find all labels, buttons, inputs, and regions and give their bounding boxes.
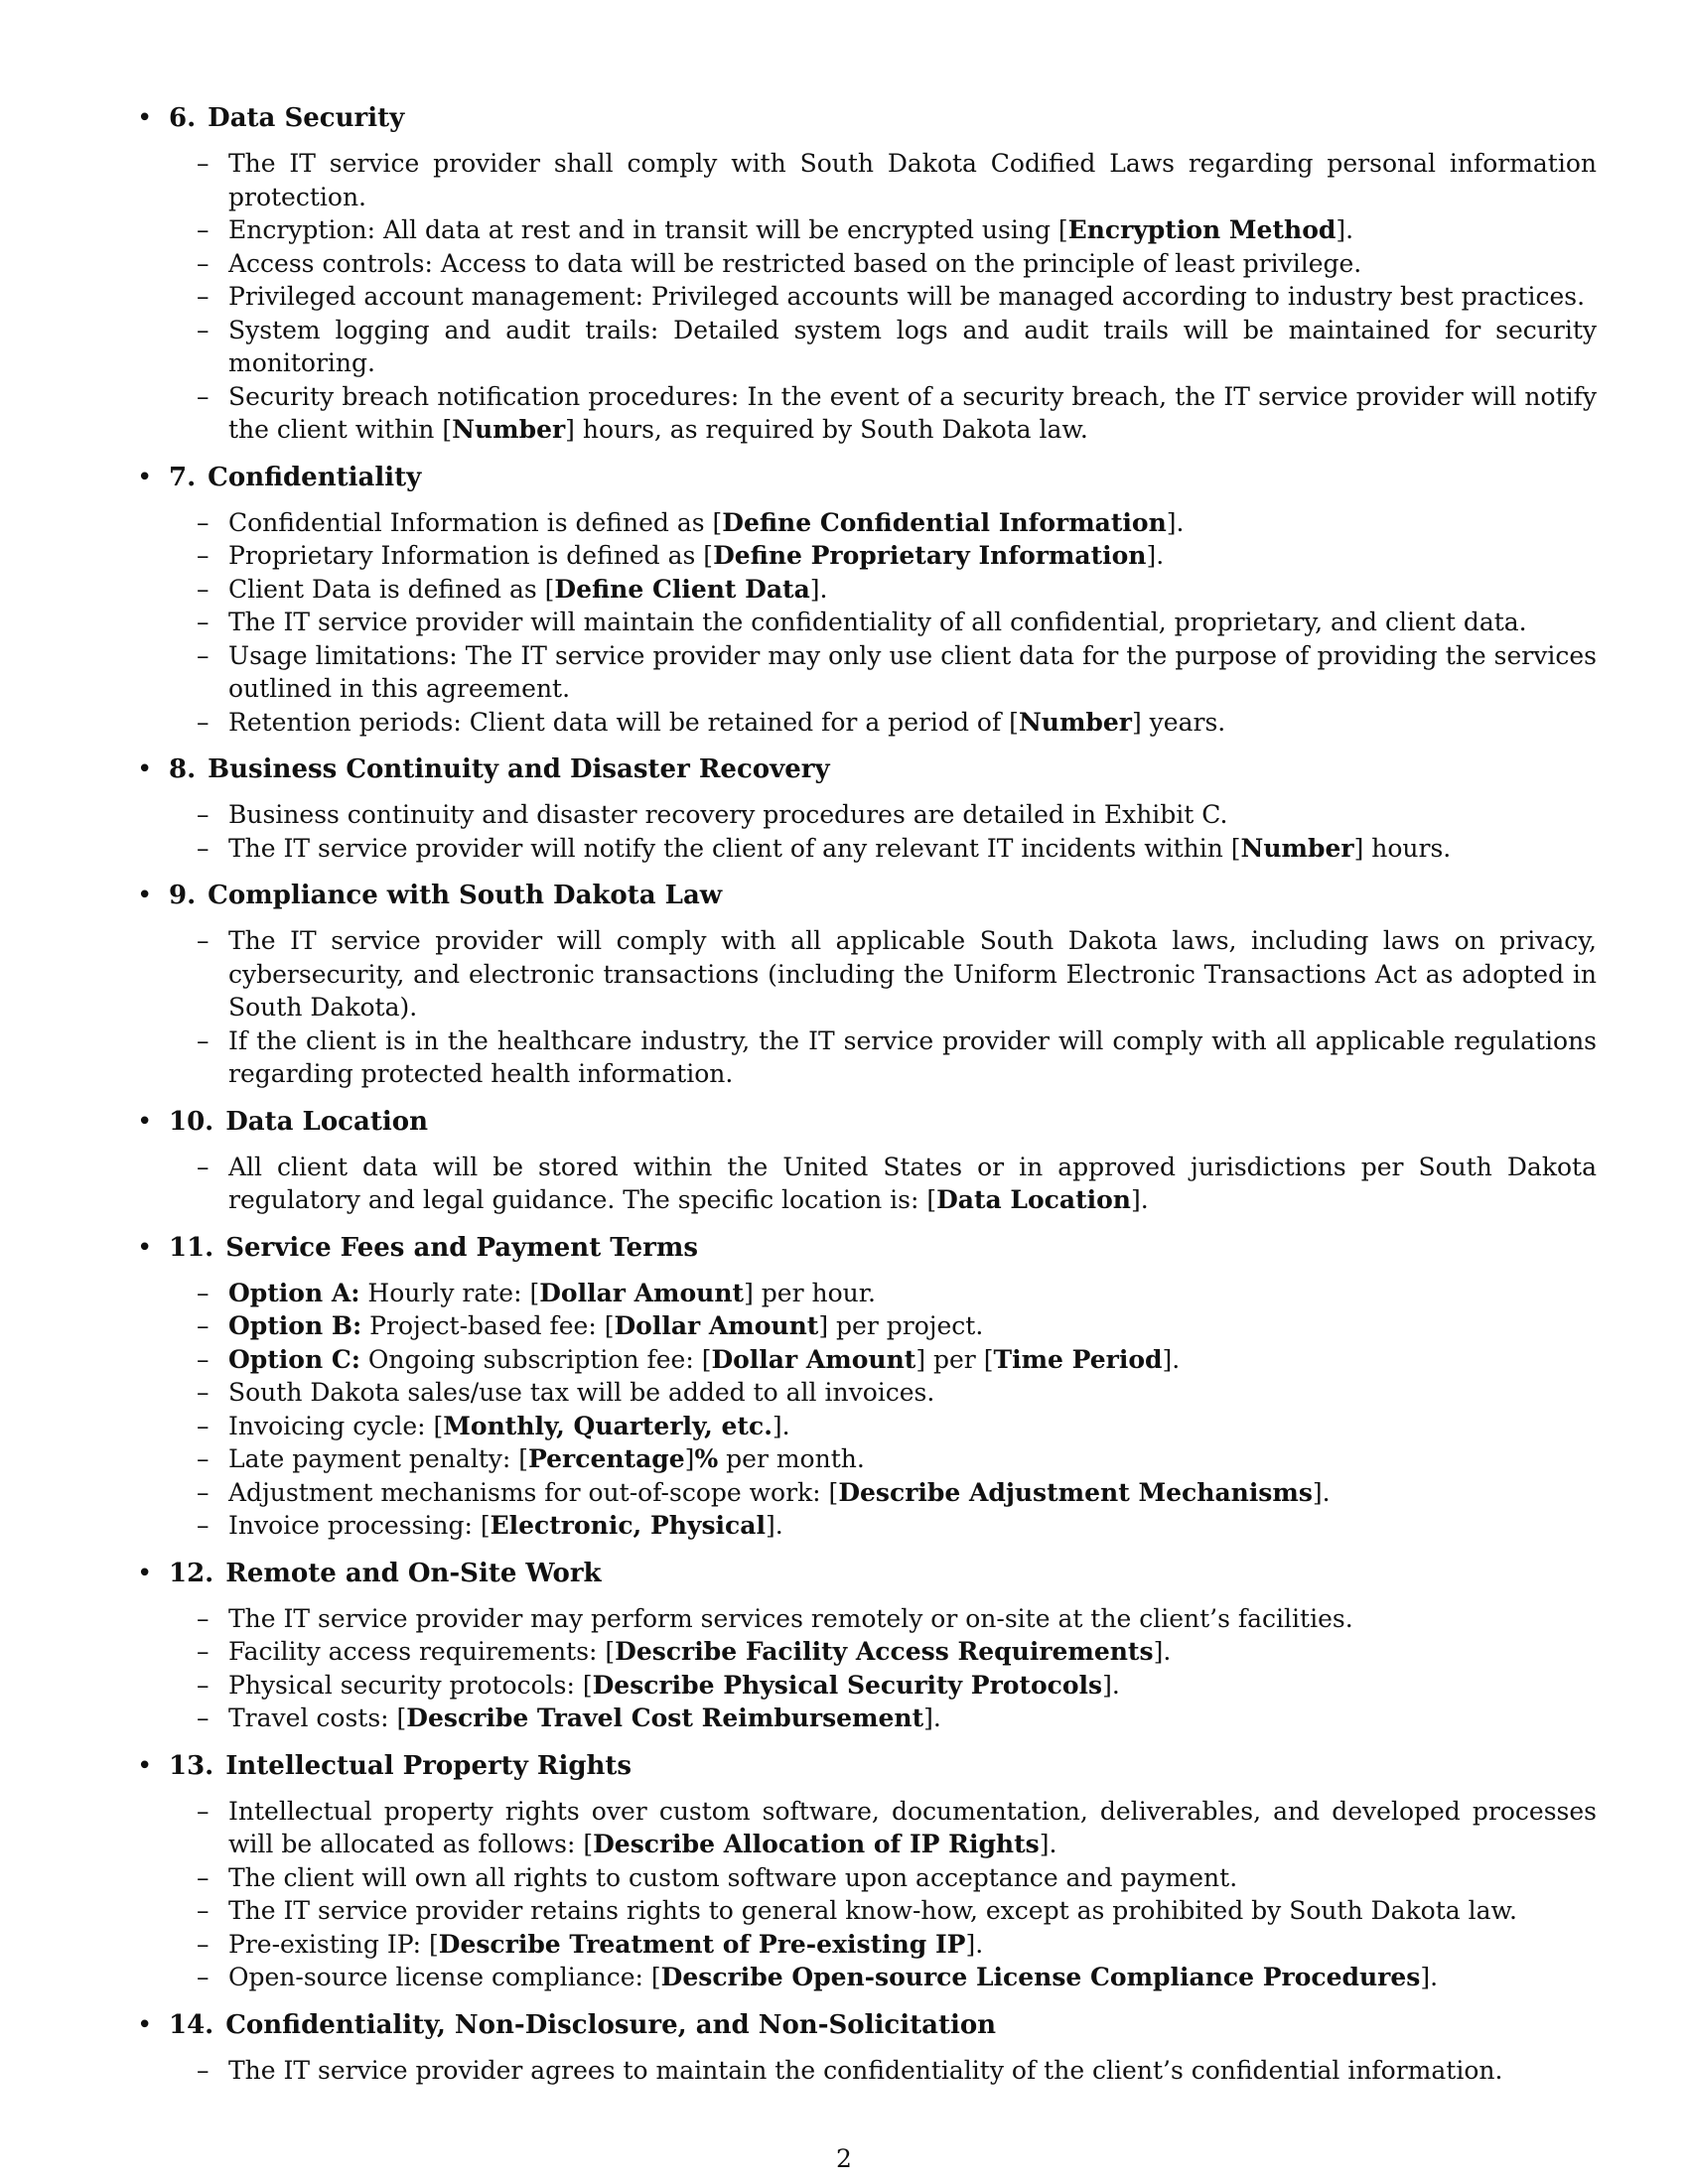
item-text: Retention periods: Client data will be retained for a period of [: [228, 707, 1019, 737]
section-number: 11.: [169, 1232, 214, 1263]
section-title: Business Continuity and Disaster Recovery: [208, 754, 830, 784]
section-item-list: [137, 1602, 1597, 1735]
item-text: ].: [765, 1511, 783, 1540]
list-item: [197, 280, 1597, 314]
item-text: The IT service provider may perform services remotely or on-site at the client’s facilities.: [228, 1603, 1353, 1633]
dash-bullet-icon: –: [197, 833, 210, 863]
item-text: Proprietary Information is defined as [: [228, 541, 714, 570]
item-text: ].: [1146, 541, 1165, 570]
section: [137, 459, 1597, 740]
list-item: [197, 1277, 1597, 1310]
item-text: Business continuity and disaster recovery procedures are detailed in Exhibit C.: [228, 800, 1228, 829]
placeholder-text: Number: [1018, 707, 1132, 737]
section-heading: [137, 751, 1597, 788]
item-text: Pre-existing IP: [: [228, 1929, 439, 1959]
bullet-icon: •: [137, 1106, 153, 1137]
item-text: Physical security protocols: [: [228, 1670, 593, 1700]
dash-bullet-icon: –: [197, 1025, 210, 1055]
list-item: [197, 573, 1597, 607]
section-title: Intellectual Property Rights: [225, 1750, 633, 1781]
dash-bullet-icon: –: [197, 149, 210, 178]
item-text: System logging and audit trails: Detailed system logs and audit trails will be maintained for security monitoring.: [228, 315, 1597, 377]
list-item: [197, 247, 1597, 281]
list-item: [197, 1509, 1597, 1543]
section-item-list: [137, 924, 1597, 1091]
placeholder-text: Data Location: [936, 1185, 1131, 1214]
list-item: [197, 1343, 1597, 1377]
dash-bullet-icon: –: [197, 1378, 210, 1407]
section-number: 9.: [169, 881, 197, 910]
list-item: [197, 2054, 1597, 2088]
item-text: The IT service provider agrees to maintain the confidentiality of the client’s confidential information.: [228, 2055, 1503, 2085]
item-text: Project-based fee: [: [361, 1311, 615, 1340]
bullet-icon: •: [137, 754, 153, 784]
section-number: 12.: [169, 1558, 214, 1588]
item-text: Intellectual property rights over custom software, documentation, deliverables, and developed processes will be allocated as follows: [: [228, 1796, 1597, 1858]
item-text: ].: [1039, 1830, 1057, 1858]
list-item: [197, 639, 1597, 706]
item-text: ].: [809, 574, 828, 604]
list-item: [197, 1861, 1597, 1895]
list-item: [197, 147, 1597, 213]
item-text: The client will own all rights to custom software upon acceptance and payment.: [228, 1862, 1238, 1892]
list-item: [197, 1376, 1597, 1410]
item-text: ] years.: [1131, 707, 1226, 737]
section: [137, 2006, 1597, 2088]
placeholder-text: Number: [452, 415, 566, 444]
dash-bullet-icon: –: [197, 1152, 210, 1181]
section-item-list: [137, 147, 1597, 447]
section-item-list: [137, 1277, 1597, 1543]
dash-bullet-icon: –: [197, 707, 210, 737]
item-text: Security breach notification procedures: In the event of a security breach, the IT service provider will notify the client within [: [228, 381, 1597, 444]
section-title: Compliance with South Dakota Law: [208, 881, 723, 910]
placeholder-text: Define Client Data: [554, 574, 810, 604]
item-text: The IT service provider will maintain the confidentiality of all confidential, proprietary, and client data.: [228, 608, 1527, 636]
item-text: ]: [684, 1444, 695, 1473]
dash-bullet-icon: –: [197, 1511, 210, 1540]
placeholder-text: Percentage: [528, 1444, 685, 1473]
section: [137, 99, 1597, 447]
section-item-list: [137, 1795, 1597, 1994]
list-item: [197, 1309, 1597, 1343]
dash-bullet-icon: –: [197, 2055, 210, 2085]
section-heading: [137, 1103, 1597, 1141]
item-text: If the client is in the healthcare industry, the IT service provider will comply with all applicable regulations regarding protected health information.: [228, 1025, 1597, 1088]
item-text: South Dakota sales/use tax will be added to all invoices.: [228, 1378, 935, 1407]
dash-bullet-icon: –: [197, 1444, 210, 1473]
bullet-icon: •: [137, 1750, 153, 1781]
placeholder-text: Dollar Amount: [614, 1311, 819, 1340]
placeholder-text: Option C:: [228, 1344, 360, 1374]
dash-bullet-icon: –: [197, 507, 210, 537]
dash-bullet-icon: –: [197, 1929, 210, 1959]
list-item: [197, 924, 1597, 1024]
page-number: 2: [836, 2144, 852, 2173]
placeholder-text: Describe Treatment of Pre-existing IP: [438, 1929, 966, 1959]
list-item: [197, 1894, 1597, 1928]
item-text: Encryption: All data at rest and in transit will be encrypted using [: [228, 215, 1068, 244]
list-item: [197, 706, 1597, 740]
placeholder-text: Option A:: [228, 1278, 360, 1307]
dash-bullet-icon: –: [197, 215, 210, 244]
bullet-icon: •: [137, 1558, 153, 1588]
dash-bullet-icon: –: [197, 926, 210, 955]
dash-bullet-icon: –: [197, 800, 210, 829]
dash-bullet-icon: –: [197, 248, 210, 278]
section: [137, 751, 1597, 865]
section: [137, 1103, 1597, 1217]
placeholder-text: Time Period: [993, 1344, 1163, 1374]
section-heading: [137, 1747, 1597, 1785]
placeholder-text: Number: [1240, 833, 1354, 863]
section-heading: [137, 877, 1597, 914]
section-heading: [137, 1555, 1597, 1592]
item-text: ].: [1312, 1477, 1331, 1507]
item-text: ] hours, as required by South Dakota law.: [565, 415, 1088, 444]
dash-bullet-icon: –: [197, 1603, 210, 1633]
dash-bullet-icon: –: [197, 1311, 210, 1340]
section-heading: [137, 2006, 1597, 2044]
list-item: [197, 1961, 1597, 1994]
bullet-icon: •: [137, 1232, 153, 1263]
list-item: [197, 1151, 1597, 1217]
placeholder-text: Describe Physical Security Protocols: [592, 1670, 1103, 1700]
item-text: ].: [923, 1704, 941, 1732]
item-text: ].: [965, 1929, 984, 1959]
placeholder-text: Encryption Method: [1067, 215, 1336, 244]
dash-bullet-icon: –: [197, 1411, 210, 1440]
section-item-list: [137, 1151, 1597, 1217]
item-text: ].: [1102, 1670, 1120, 1700]
section-item-list: [137, 506, 1597, 740]
item-text: All client data will be stored within the United States or in approved jurisdictions per South Dakota regulatory and legal guidance. The specific location is: [: [228, 1152, 1597, 1214]
bullet-icon: •: [137, 462, 153, 492]
section-number: 8.: [169, 754, 197, 784]
list-item: [197, 1410, 1597, 1443]
item-text: per month.: [718, 1444, 865, 1473]
item-text: ].: [1153, 1637, 1172, 1666]
section-number: 7.: [169, 462, 197, 492]
list-item: [197, 1795, 1597, 1861]
section-title: Data Location: [225, 1106, 428, 1137]
dash-bullet-icon: –: [197, 1896, 210, 1925]
item-text: Facility access requirements: [: [228, 1637, 616, 1666]
list-item: [197, 1669, 1597, 1703]
item-text: Privileged account management: Privileged accounts will be managed according to industry best practices.: [228, 282, 1586, 311]
placeholder-text: Dollar Amount: [539, 1278, 745, 1307]
item-text: Confidential Information is defined as [: [228, 507, 723, 537]
placeholder-text: Define Proprietary Information: [713, 541, 1147, 570]
item-text: Usage limitations: The IT service provider may only use client data for the purpose of providing the services outlined in this agreement.: [228, 640, 1597, 703]
list-item: [197, 1928, 1597, 1962]
dash-bullet-icon: –: [197, 541, 210, 570]
item-text: ] hours.: [1353, 833, 1452, 863]
list-item: [197, 1702, 1597, 1735]
section-number: 13.: [169, 1750, 214, 1781]
list-item: [197, 1635, 1597, 1669]
section-title: Data Security: [208, 103, 405, 133]
dash-bullet-icon: –: [197, 1637, 210, 1666]
placeholder-text: Describe Adjustment Mechanisms: [838, 1477, 1313, 1507]
item-text: ].: [1420, 1963, 1439, 1991]
section-title: Confidentiality: [208, 462, 422, 492]
placeholder-text: Option B:: [228, 1311, 362, 1340]
placeholder-text: Describe Open-source License Compliance Procedures: [660, 1963, 1421, 1991]
item-text: The IT service provider will notify the client of any relevant IT incidents within [: [228, 833, 1241, 863]
list-item: [197, 1024, 1597, 1091]
section: [137, 877, 1597, 1091]
dash-bullet-icon: –: [197, 1704, 210, 1732]
item-text: Late payment penalty: [: [228, 1444, 529, 1473]
section-heading: [137, 99, 1597, 137]
list-item: [197, 1442, 1597, 1476]
item-text: Open-source license compliance: [: [228, 1963, 661, 1991]
section-title: Remote and On-Site Work: [225, 1558, 602, 1588]
placeholder-text: Describe Allocation of IP Rights: [593, 1830, 1040, 1858]
list-item: [197, 606, 1597, 639]
list-item: [197, 798, 1597, 832]
dash-bullet-icon: –: [197, 1963, 210, 1991]
placeholder-text: Describe Travel Cost Reimbursement: [406, 1704, 924, 1732]
section-item-list: [137, 2054, 1597, 2088]
dash-bullet-icon: –: [197, 1344, 210, 1374]
placeholder-text: Electronic, Physical: [490, 1511, 766, 1540]
section: [137, 1747, 1597, 1994]
list-item: [197, 1476, 1597, 1510]
item-text: The IT service provider retains rights to general know-how, except as prohibited by South Dakota law.: [228, 1896, 1517, 1925]
section-number: 10.: [169, 1106, 214, 1137]
section-heading: [137, 459, 1597, 496]
item-text: Travel costs: [: [228, 1704, 407, 1732]
section: [137, 1229, 1597, 1543]
item-text: Invoicing cycle: [: [228, 1411, 444, 1440]
bullet-icon: •: [137, 2009, 153, 2040]
section-heading: [137, 1229, 1597, 1267]
item-text: The IT service provider will comply with all applicable South Dakota laws, including laws on privacy, cybersecurity, and electronic transactions (including the Uniform Electronic Transactions Act as adopted in South Dakota).: [228, 926, 1597, 1022]
item-text: ].: [1130, 1185, 1149, 1214]
section-number: 14.: [169, 2009, 214, 2040]
document-body: [137, 99, 1597, 2099]
placeholder-text: Define Confidential Information: [722, 507, 1167, 537]
list-item: [197, 832, 1597, 866]
bullet-icon: •: [137, 881, 153, 910]
placeholder-text: Dollar Amount: [711, 1344, 916, 1374]
item-text: Access controls: Access to data will be restricted based on the principle of least privilege.: [228, 248, 1362, 278]
dash-bullet-icon: –: [197, 381, 210, 411]
dash-bullet-icon: –: [197, 608, 210, 636]
section-title: Service Fees and Payment Terms: [225, 1232, 699, 1263]
item-text: ] per [: [915, 1344, 994, 1374]
dash-bullet-icon: –: [197, 282, 210, 311]
list-item: [197, 380, 1597, 447]
dash-bullet-icon: –: [197, 640, 210, 670]
dash-bullet-icon: –: [197, 1862, 210, 1892]
placeholder-text: %: [694, 1444, 719, 1473]
section-title: Confidentiality, Non-Disclosure, and Non-Solicitation: [225, 2009, 997, 2040]
dash-bullet-icon: –: [197, 1278, 210, 1307]
section-number: 6.: [169, 103, 197, 133]
item-text: Ongoing subscription fee: [: [359, 1344, 712, 1374]
item-text: ] per hour.: [744, 1278, 876, 1307]
dash-bullet-icon: –: [197, 315, 210, 344]
list-item: [197, 213, 1597, 247]
placeholder-text: Describe Facility Access Requirements: [615, 1637, 1154, 1666]
dash-bullet-icon: –: [197, 1670, 210, 1700]
item-text: Client Data is defined as [: [228, 574, 555, 604]
list-item: [197, 539, 1597, 573]
dash-bullet-icon: –: [197, 574, 210, 604]
section-item-list: [137, 798, 1597, 865]
item-text: ].: [1166, 507, 1185, 537]
item-text: Hourly rate: [: [359, 1278, 540, 1307]
item-text: Adjustment mechanisms for out-of-scope work: [: [228, 1477, 839, 1507]
item-text: Invoice processing: [: [228, 1511, 491, 1540]
item-text: The IT service provider shall comply with South Dakota Codified Laws regarding personal information protection.: [228, 149, 1597, 211]
list-item: [197, 1602, 1597, 1636]
section: [137, 1555, 1597, 1735]
list-item: [197, 314, 1597, 380]
list-item: [197, 506, 1597, 540]
placeholder-text: Monthly, Quarterly, etc.: [443, 1411, 773, 1440]
item-text: ].: [1162, 1344, 1181, 1374]
item-text: ].: [772, 1411, 790, 1440]
item-text: ].: [1336, 215, 1354, 244]
bullet-icon: •: [137, 103, 153, 133]
dash-bullet-icon: –: [197, 1477, 210, 1507]
item-text: ] per project.: [818, 1311, 984, 1340]
dash-bullet-icon: –: [197, 1796, 210, 1826]
